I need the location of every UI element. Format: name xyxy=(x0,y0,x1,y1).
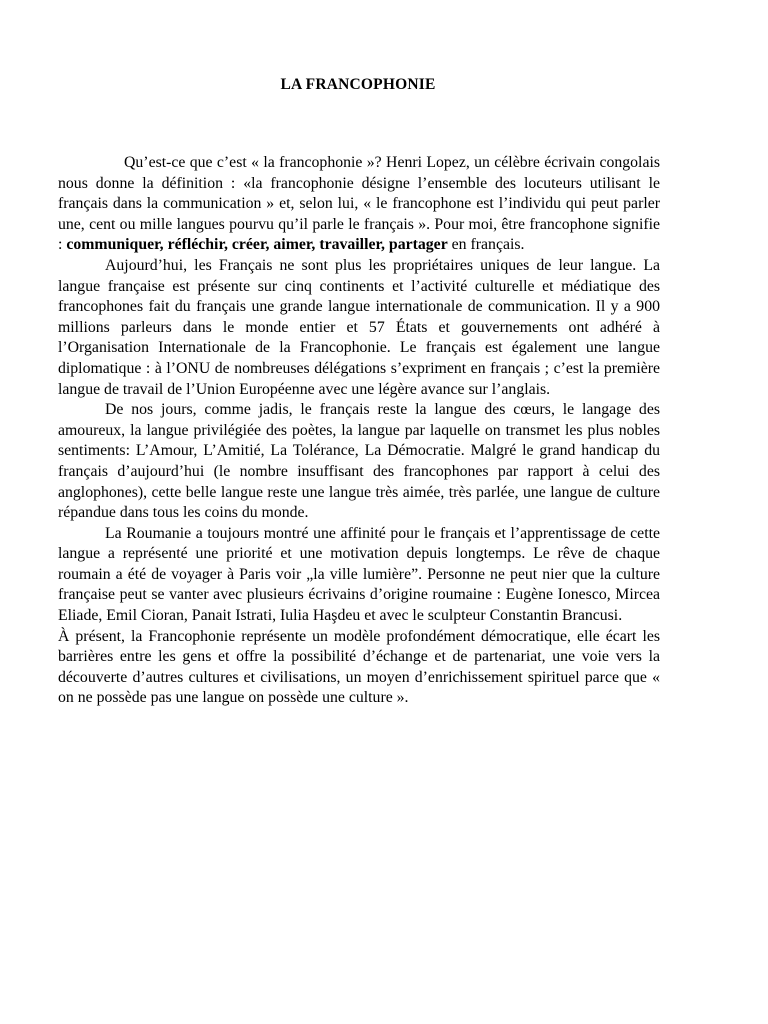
paragraph-definition-end: en français. xyxy=(447,236,525,254)
paragraph-romania: La Roumanie a toujours montré une affinité pour le français et l’apprentissage de cette langue a représenté une priorité et une motivation depuis longtemps. Le rêve de chaque roumain a été de voyager à Paris voir „la ville lumière”. Personne ne peut nier que la culture française peut se vanter avec plusieurs écrivains d’origine roumaine : Eugène Ionesco, Mircea Eliade, Emil Cioran, Panait Istrati, Iulia Haşdeu et avec le sculpteur Constantin Brancusi. xyxy=(58,524,660,625)
paragraph-nowadays: De nos jours, comme jadis, le français reste la langue des cœurs, le langage des amoureux, la langue privilégiée des poètes, la langue par laquelle on transmet les plus nobles sentiments: L’Amour, L’Amitié, La Tolérance, La Démocratie. Malgré le grand handicap du français d’aujourd’hui (le nombre insuffisant des francophones par rapport à celui des anglophones), cette belle langue reste une langue très aimée, très parlée, une langue de culture répandue dans tous les coins du monde. xyxy=(58,401,660,522)
paragraph-present: À présent, la Francophonie représente un modèle profondément démocratique, elle écart les barrières entre les gens et offre la possibilité d’échange et de partenariat, une voie vers la découverte d’autres cultures et civilisations, un moyen d’enrichissement spirituel parce que « on ne possède pas une langue on possède une culture ». xyxy=(58,627,660,707)
document-body xyxy=(58,153,660,709)
paragraph-today: Aujourd’hui, les Français ne sont plus les propriétaires uniques de leur langue. La langue française est présente sur cinq continents et l’activité culturelle et médiatique des francophones fait du français une grande langue internationale de communication. Il y a 900 millions parleurs dans le monde entier et 57 États et gouvernements ont adhéré à l’Organisation Internationale de la Francophonie. Le français est également une langue diplomatique : à l’ONU de nombreuses délégations s’expriment en français ; c’est la première langue de travail de l’Union Européenne avec une légère avance sur l’anglais. xyxy=(58,256,660,398)
paragraph-definition-bold-verbs: communiquer, réfléchir, créer, aimer, travailler, partager xyxy=(66,236,448,254)
paragraph-definition-text: Qu’est-ce que c’est « la francophonie »? Henri Lopez, un célèbre écrivain congolais nous donne la définition : «la francophonie désigne l’ensemble des locuteurs utilisant le français dans la communication » et, selon lui, « le francophone est l’individu qui peut parler une, cent ou mille langues pourvu qu’il parle le français ». Pour moi, être francophone signifie : xyxy=(58,154,660,254)
document-title: LA FRANCOPHONIE xyxy=(280,76,436,93)
paragraph-definition xyxy=(58,153,660,256)
